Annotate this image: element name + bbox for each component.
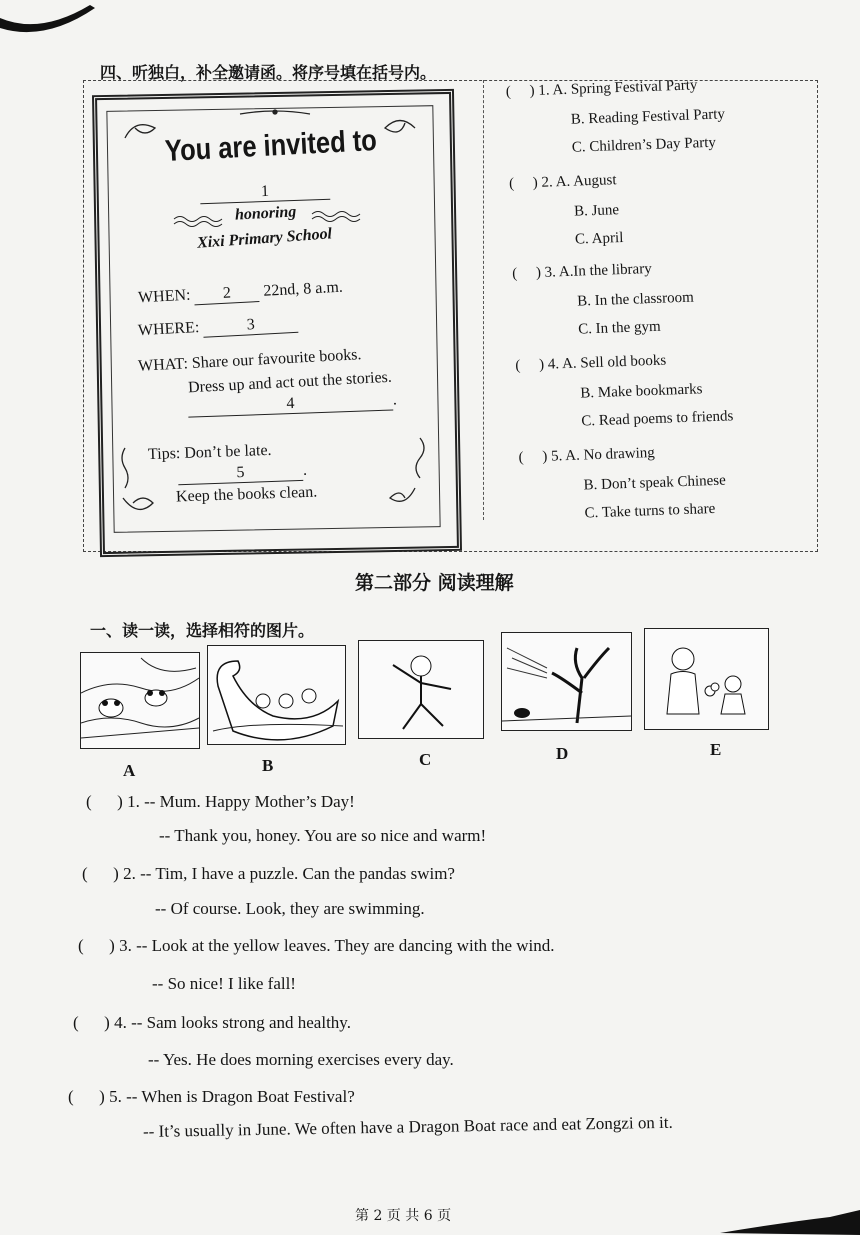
listening-heading: 四、听独白，补全邀请函。将序号填在括号内。 (100, 63, 437, 82)
option-c: C. April (574, 229, 624, 248)
dialogue-question: ) 3. -- Look at the yellow leaves. They are dancing with the wind. (109, 936, 555, 955)
school-name: Xixi Primary School (196, 225, 333, 252)
part-title: 第二部分 阅读理解 (355, 572, 514, 594)
blank-4: 4 (188, 391, 394, 417)
dialogue-2 (82, 864, 455, 884)
when-rest: 22nd, 8 a.m. (262, 278, 344, 300)
dialogue-5-answer: -- It’s usually in June. We often have a Dragon Boat race and eat Zongzi on it. (142, 1112, 673, 1141)
dialogue-1-answer: -- Thank you, honey. You are so nice and warm! (159, 826, 487, 845)
option-b: B. Don’t speak Chinese (583, 472, 727, 494)
blank-3: 3 (203, 314, 299, 338)
picture-label-e: E (710, 740, 722, 759)
what-line-2: Dress up and act out the stories. (187, 368, 393, 397)
where-label: WHERE: (137, 318, 200, 340)
blank-5: 5 (178, 462, 304, 485)
scan-corner-mark (720, 1205, 860, 1235)
answer-paren[interactable]: ( (82, 864, 88, 883)
option-a: A. Sell old books (561, 352, 667, 373)
option-a: A. Spring Festival Party (552, 77, 698, 99)
option-b: B. Reading Festival Party (570, 106, 726, 128)
dialogue-question: ) 1. -- Mum. Happy Mother’s Day! (117, 792, 355, 811)
dialogue-question: ) 2. -- Tim, I have a puzzle. Can the pandas swim? (113, 864, 455, 883)
question-number: ) 1. (529, 82, 550, 100)
picture-b-dragon-boat (207, 645, 346, 745)
answer-paren[interactable]: ( (86, 792, 92, 811)
blank-5-line: 5 . (178, 462, 308, 485)
what-line: WHAT: Share our favourite books. (137, 346, 362, 375)
blank-1: 1 (200, 181, 331, 205)
picture-label-b: B (262, 756, 274, 775)
answer-paren[interactable]: ( (518, 449, 524, 466)
dialogue-3-answer: -- So nice! I like fall! (152, 974, 296, 993)
answer-paren[interactable]: ( (78, 936, 84, 955)
picture-label-d: D (556, 744, 569, 763)
answer-paren[interactable]: ( (511, 265, 518, 282)
dialogue-1 (86, 792, 355, 812)
picture-e-mother-child (644, 628, 769, 730)
honoring-text: honoring (234, 203, 297, 224)
dialogue-5 (68, 1087, 355, 1107)
option-a: A.In the library (558, 261, 652, 281)
dialogue-question: ) 4. -- Sam looks strong and healthy. (104, 1013, 351, 1032)
option-b: B. In the classroom (576, 289, 695, 310)
invitation-title: You are invited to (164, 123, 378, 168)
dialogue-question: ) 5. -- When is Dragon Boat Festival? (99, 1087, 355, 1106)
scan-corner-mark (0, 0, 120, 40)
dialogue-4-answer: -- Yes. He does morning exercises every day. (148, 1050, 454, 1069)
blank-2: 2 (194, 283, 260, 305)
question-number: ) 4. (538, 356, 560, 373)
dialogue-2-answer: -- Of course. Look, they are swimming. (155, 899, 425, 918)
option-b: B. Make bookmarks (580, 381, 703, 402)
question-number: ) 2. (532, 174, 554, 192)
question-4 (515, 353, 666, 375)
question-3 (512, 261, 652, 283)
option-c: C. Read poems to friends (581, 408, 734, 430)
question-number: ) 3. (535, 264, 557, 282)
question-2 (509, 172, 617, 193)
picture-c-exercise (358, 640, 484, 739)
when-label: WHEN: (137, 286, 191, 307)
answer-paren[interactable]: ( (515, 357, 521, 374)
dialogue-4 (73, 1013, 351, 1033)
option-a: A. August (555, 172, 617, 191)
question-5 (518, 445, 655, 467)
tips-line: Tips: Don’t be late. (147, 441, 272, 464)
page-footer: 第 2 页 共 6 页 (355, 1208, 452, 1224)
blank-4-line: 4 . (188, 391, 398, 417)
dialogue-3 (78, 936, 555, 956)
option-c: C. Take turns to share (584, 500, 716, 522)
answer-paren[interactable]: ( (68, 1087, 74, 1106)
option-b: B. June (573, 202, 620, 220)
option-c: C. Children’s Day Party (571, 134, 717, 156)
question-number: ) 5. (542, 448, 563, 465)
picture-label-a: A (123, 761, 136, 780)
question-1 (506, 77, 698, 101)
answer-paren[interactable]: ( (505, 83, 512, 100)
picture-a-pandas-swimming (80, 652, 200, 749)
answer-paren[interactable]: ( (73, 1013, 79, 1032)
picture-d-autumn-tree (501, 632, 632, 731)
option-a: A. No drawing (564, 445, 656, 465)
tips-line-3: Keep the books clean. (175, 483, 318, 506)
option-c: C. In the gym (577, 318, 661, 338)
question-list (505, 57, 841, 522)
answer-paren[interactable]: ( (508, 175, 515, 192)
column-divider (483, 80, 484, 520)
picture-label-c: C (419, 750, 432, 769)
reading-subtitle: 一、读一读，选择相符的图片。 (90, 621, 315, 640)
